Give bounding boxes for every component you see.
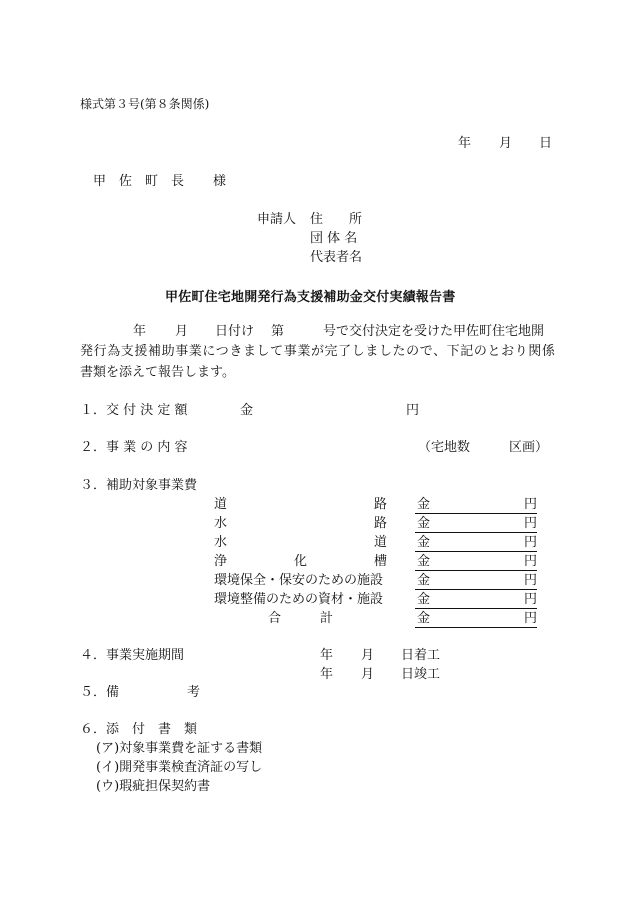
expense-kin: 金 (417, 497, 431, 512)
expense-name-right: 路 (374, 497, 388, 512)
expense-yen: 円 (524, 611, 538, 626)
item2-label: ２．事 業 の 内 容 (80, 440, 188, 455)
item2-lots-open: （宅地数 (418, 440, 471, 455)
amount-underline (415, 570, 537, 571)
expense-name-mid: 化 (294, 554, 308, 569)
expense-name: 環境保全・保安のための施設 (214, 573, 384, 588)
attachment-item: (ア)対象事業費を証する書類 (96, 741, 263, 756)
form-number-label: 様式第３号(第８条関係) (80, 97, 210, 111)
item1-yen: 円 (406, 403, 420, 418)
expense-name-left: 水 (214, 535, 228, 550)
applicant-address-label: 住 所 (310, 212, 363, 227)
amount-underline (415, 551, 537, 552)
period-end-suffix: 日竣工 (401, 667, 441, 682)
amount-underline (415, 589, 537, 590)
body-day-suffix: 日付け (215, 324, 255, 339)
attachment-item: (イ)開発事業検査済証の写し (96, 760, 263, 775)
expense-name-left: 水 (214, 516, 228, 531)
item1-kin: 金 (240, 403, 254, 418)
applicant-representative-label: 代表者名 (310, 250, 363, 265)
amount-underline (415, 513, 537, 514)
expense-kin: 金 (417, 592, 431, 607)
period-start-year: 年 (320, 648, 334, 663)
document-title: 甲佐町住宅地開発行為支援補助金交付実績報告書 (165, 290, 456, 305)
item6-label: ６．添 付 書 類 (80, 722, 198, 737)
item5-label-left: ５．備 (80, 685, 120, 700)
item5-label-right: 考 (187, 685, 201, 700)
expense-yen: 円 (524, 535, 538, 550)
expense-name-right: 道 (374, 535, 388, 550)
amount-underline (415, 627, 537, 628)
expense-name-left: 浄 (214, 554, 228, 569)
body-line2: 発行為支援補助事業につきまして事業が完了しましたので、下記のとおり関係 (80, 344, 556, 359)
body-year: 年 (133, 324, 147, 339)
expense-total-right: 計 (320, 611, 334, 626)
applicant-group-label: 団 体 名 (310, 231, 358, 246)
expense-kin: 金 (417, 611, 431, 626)
expense-yen: 円 (524, 554, 538, 569)
item3-label: ３．補助対象事業費 (80, 478, 198, 493)
expense-yen: 円 (524, 497, 538, 512)
expense-kin: 金 (417, 535, 431, 550)
expense-yen: 円 (524, 592, 538, 607)
expense-name-right: 路 (374, 516, 388, 531)
expense-yen: 円 (524, 573, 538, 588)
attachment-item: (ウ)瑕疵担保契約書 (96, 779, 211, 794)
expense-yen: 円 (524, 516, 538, 531)
body-line3: 書類を添えて報告します。 (80, 365, 235, 380)
period-start-month: 月 (361, 648, 375, 663)
period-start-suffix: 日着工 (401, 648, 441, 663)
expense-kin: 金 (417, 554, 431, 569)
expense-name: 環境整備のための資材・施設 (214, 592, 384, 607)
body-line1-rest: 号で交付決定を受けた甲佐町住宅地開 (323, 324, 545, 339)
amount-underline (415, 532, 537, 533)
period-end-year: 年 (320, 667, 334, 682)
applicant-label: 申請人 (257, 212, 297, 227)
date-day: 日 (539, 136, 553, 151)
item4-label: ４．事業実施期間 (80, 648, 185, 663)
body-number-prefix: 第 (271, 324, 285, 339)
expense-name-right: 槽 (374, 554, 388, 569)
period-end-month: 月 (361, 667, 375, 682)
addressee-name: 甲 佐 町 長 (93, 174, 185, 189)
expense-total-left: 合 (268, 611, 282, 626)
addressee-honorific: 様 (213, 174, 227, 189)
item1-label: １．交 付 決 定 額 (80, 403, 188, 418)
expense-kin: 金 (417, 516, 431, 531)
expense-kin: 金 (417, 573, 431, 588)
item2-lots-close: 区画） (509, 440, 549, 455)
amount-underline (415, 608, 537, 609)
body-month: 月 (175, 324, 189, 339)
date-month: 月 (499, 136, 513, 151)
expense-name-left: 道 (214, 497, 228, 512)
date-year: 年 (458, 136, 472, 151)
